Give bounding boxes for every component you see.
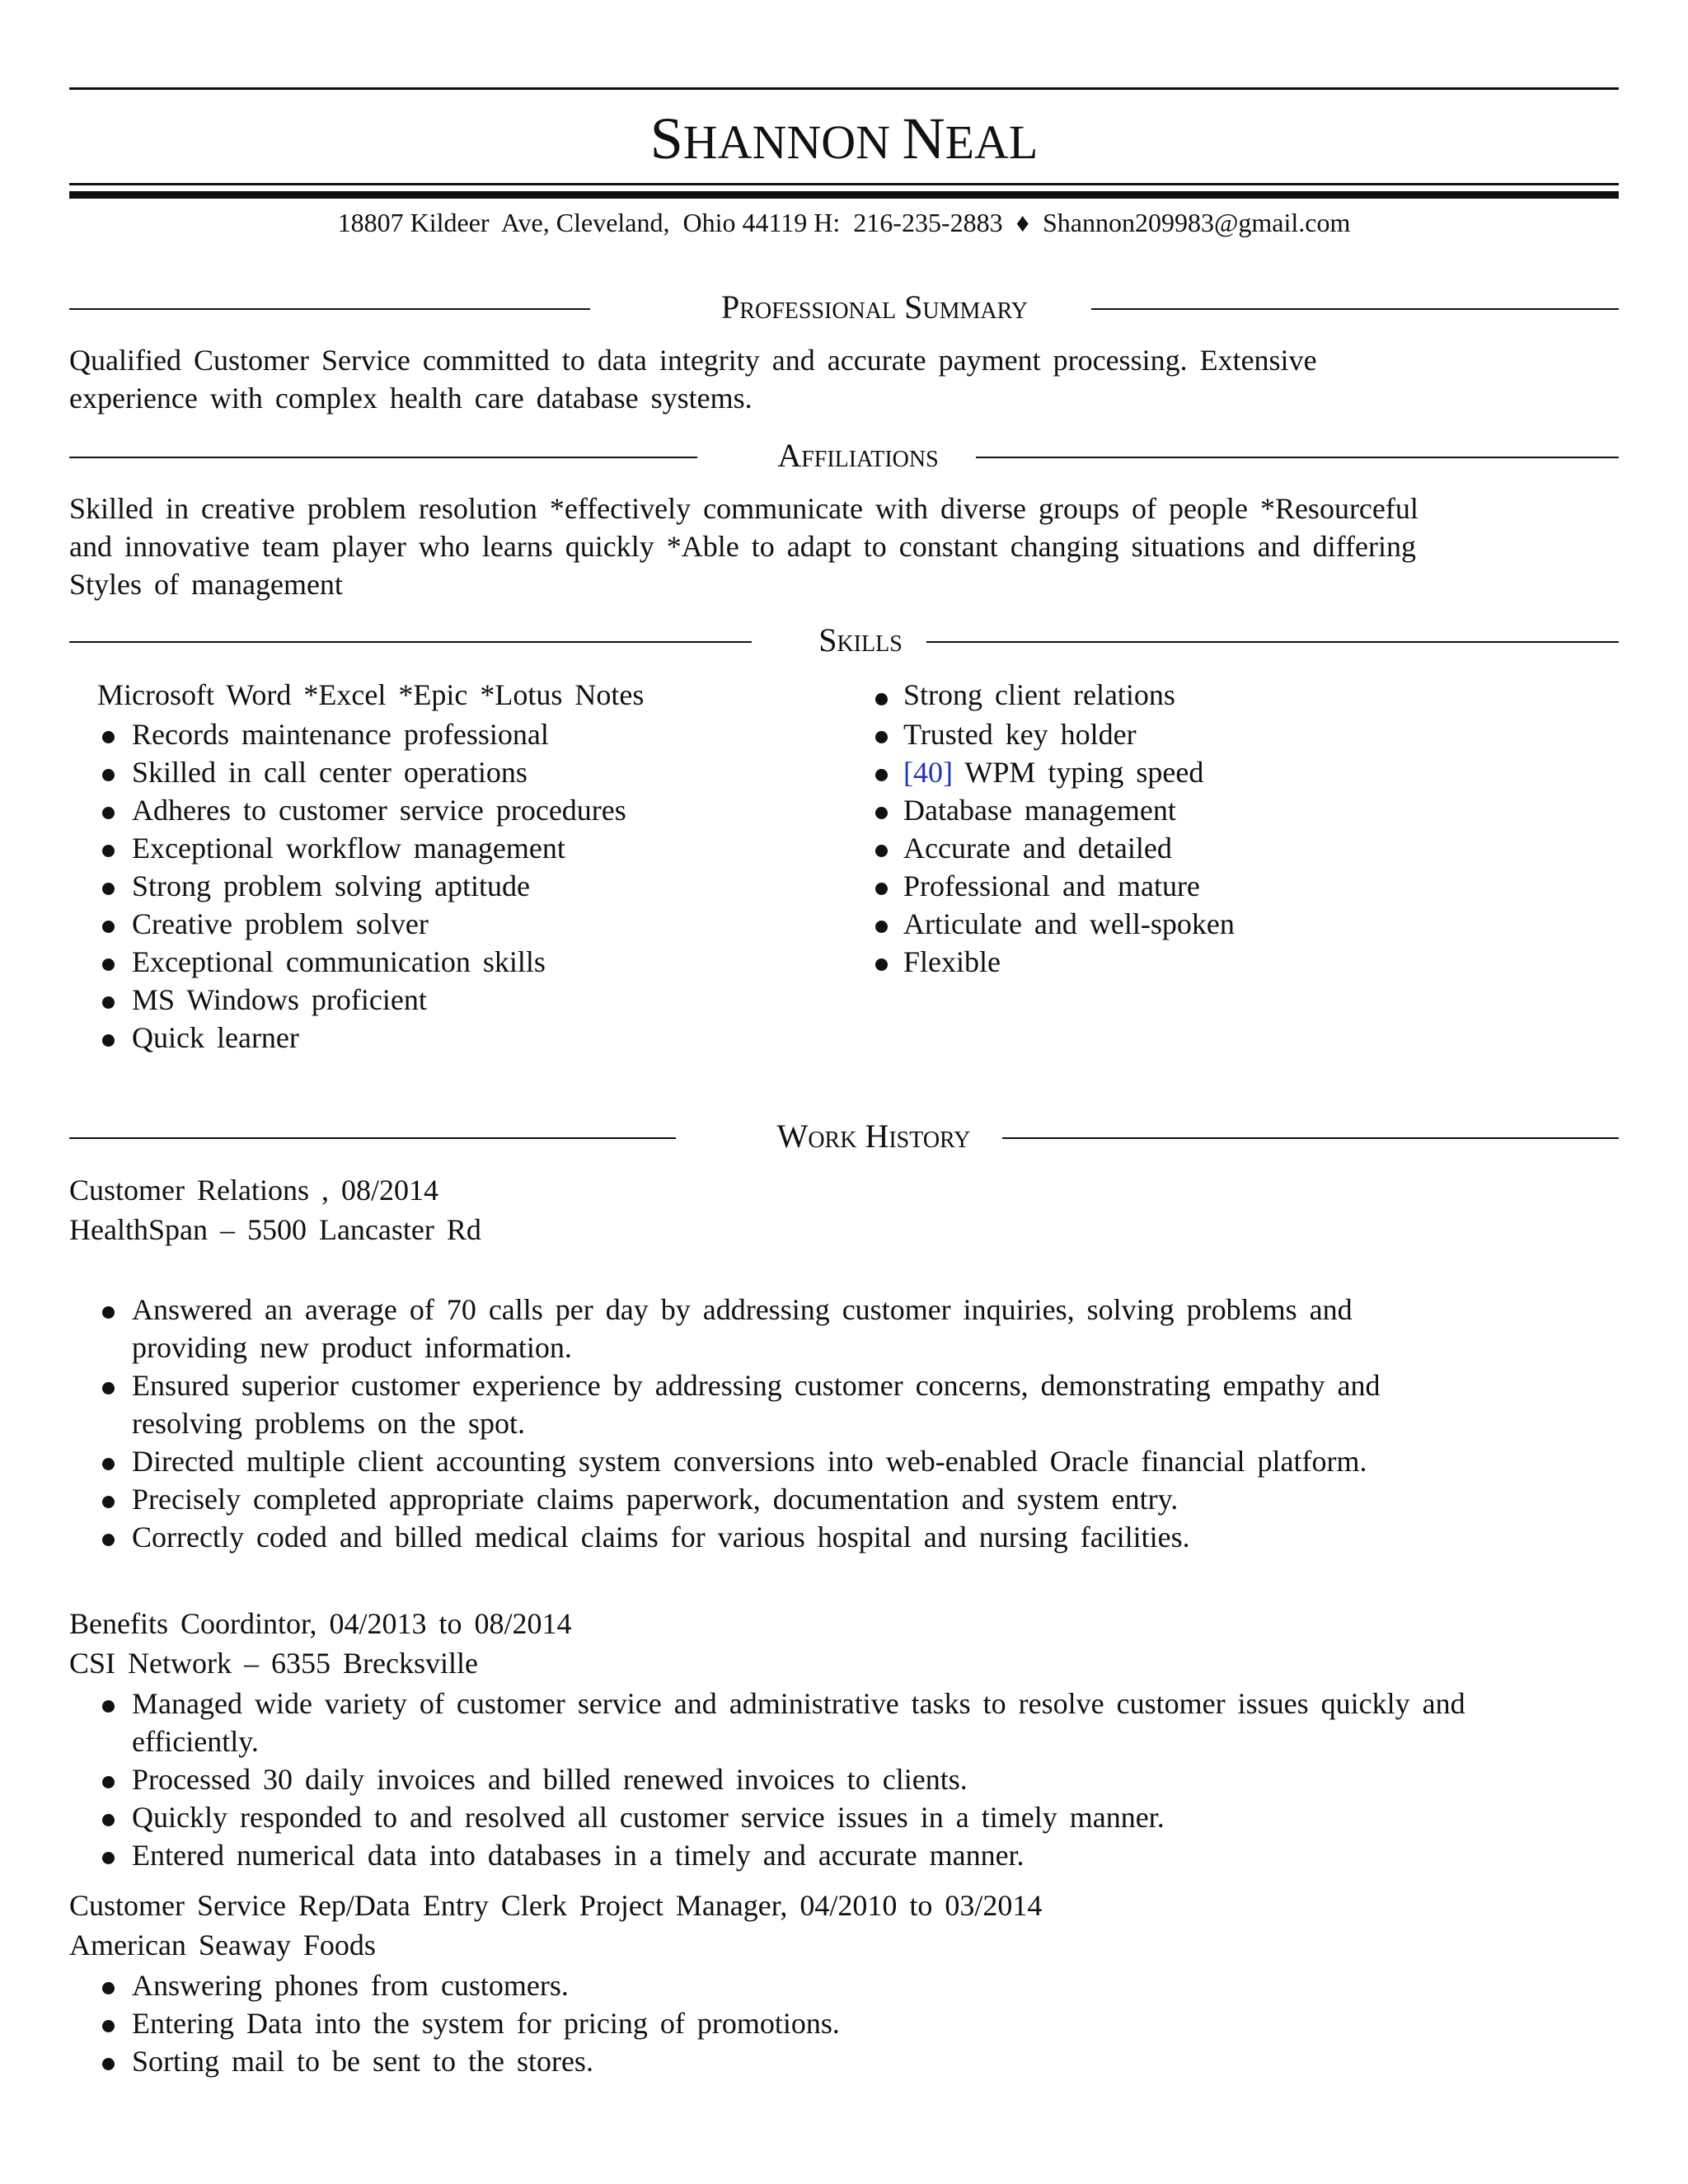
skills-software-line: Microsoft Word *Excel *Epic *Lotus Notes xyxy=(97,678,645,711)
bullet-text: Entered numerical data into databases in a timely and accurate manner. xyxy=(132,1839,1025,1872)
bullet-icon xyxy=(102,1306,115,1319)
bullet-icon xyxy=(102,2020,115,2032)
skill-item xyxy=(872,867,1614,905)
typing-speed-link[interactable]: [40] xyxy=(903,756,953,789)
bullet-text: Quickly responded to and resolved all customer service issues in a timely manner. xyxy=(132,1801,1165,1834)
skill-item xyxy=(872,791,1614,829)
section-rule-left xyxy=(69,1137,676,1139)
job-bullets xyxy=(69,1966,1619,2080)
bullet-text: Directed multiple client accounting system conversions into web-enabled Oracle financial platform. xyxy=(132,1445,1367,1478)
skill-text: Database management xyxy=(903,794,1176,827)
skill-item xyxy=(69,867,811,905)
skill-item xyxy=(872,715,1614,753)
bullet-text: efficiently. xyxy=(132,1725,259,1758)
bullet-icon xyxy=(102,1382,115,1394)
skill-text: Exceptional workflow management xyxy=(132,832,565,865)
name-initial-last: N xyxy=(902,105,945,171)
bullet-icon xyxy=(875,693,888,705)
job-bullets xyxy=(69,1291,1619,1556)
job-bullet-item xyxy=(69,1366,1619,1442)
summary-line: experience with complex health care database systems. xyxy=(69,382,753,415)
job-title: Customer Relations , 08/2014 xyxy=(69,1174,438,1207)
skill-text: Quick learner xyxy=(132,1021,299,1054)
skill-item xyxy=(872,943,1614,981)
section-rule-right xyxy=(1091,308,1619,310)
bullet-icon xyxy=(102,807,115,819)
section-professional-summary xyxy=(69,287,1619,328)
bullet-icon xyxy=(875,883,888,895)
bullet-icon xyxy=(102,1700,115,1713)
bullet-icon xyxy=(102,769,115,781)
bullet-text: Processed 30 daily invoices and billed renewed invoices to clients. xyxy=(132,1763,968,1796)
skill-text: Records maintenance professional xyxy=(132,718,549,751)
section-work-history xyxy=(69,1116,1619,1157)
job-bullet-item xyxy=(69,1798,1619,1836)
section-rule-left xyxy=(69,308,590,310)
skill-item xyxy=(69,905,811,943)
skill-text: Accurate and detailed xyxy=(903,832,1172,865)
skills-right-column xyxy=(872,674,1614,981)
bullet-text: Entering Data into the system for pricing of promotions. xyxy=(132,2007,840,2040)
skills-left-column xyxy=(69,674,811,1057)
skill-text: WPM typing speed xyxy=(964,756,1204,789)
skill-text: Articulate and well-spoken xyxy=(903,907,1235,940)
bullet-text: Precisely completed appropriate claims paperwork, documentation and system entry. xyxy=(132,1483,1179,1516)
job-title: Benefits Coordintor, 04/2013 to 08/2014 xyxy=(69,1607,572,1640)
job-bullet-item xyxy=(69,2042,1619,2080)
skill-item xyxy=(69,829,811,867)
bullet-icon xyxy=(102,1034,115,1047)
skill-text: Professional and mature xyxy=(903,869,1200,902)
skill-item xyxy=(872,905,1614,943)
skill-text: Creative problem solver xyxy=(132,907,429,940)
bullet-icon xyxy=(875,731,888,743)
section-title: Work History xyxy=(776,1118,971,1155)
job-title: Customer Service Rep/Data Entry Clerk Project Manager, 04/2010 to 03/2014 xyxy=(69,1889,1043,1922)
bullet-text: Answering phones from customers. xyxy=(132,1969,569,2002)
section-rule-left xyxy=(69,457,697,458)
name-rest-last: EAL xyxy=(945,115,1039,169)
section-skills xyxy=(69,620,1619,661)
bullet-text: Ensured superior customer experience by addressing customer concerns, demonstrating empathy and xyxy=(132,1369,1381,1402)
candidate-name xyxy=(0,105,1688,171)
skill-item xyxy=(69,791,811,829)
section-title: Professional Summary xyxy=(721,288,1028,326)
name-initial-first: S xyxy=(649,105,683,171)
name-rule-thick xyxy=(69,191,1619,199)
skill-text: Exceptional communication skills xyxy=(132,945,546,978)
skill-text: Flexible xyxy=(903,945,1001,978)
top-rule xyxy=(69,87,1619,90)
affiliations-line: and innovative team player who learns quickly *Able to adapt to constant changing situations and differing xyxy=(69,530,1416,563)
skill-item xyxy=(69,943,811,981)
affiliations-line: Styles of management xyxy=(69,568,343,601)
bullet-icon xyxy=(102,921,115,933)
summary-text xyxy=(69,341,1317,417)
job-bullet-item xyxy=(69,1966,1619,2004)
affiliations-line: Skilled in creative problem resolution *effectively communicate with diverse groups of people *Resourceful xyxy=(69,492,1418,525)
job-bullet-item xyxy=(69,1836,1619,1874)
section-rule-left xyxy=(69,641,752,643)
job-bullet-item xyxy=(69,1518,1619,1556)
skill-text: Strong problem solving aptitude xyxy=(132,869,530,902)
bullet-text: resolving problems on the spot. xyxy=(132,1407,525,1440)
bullet-icon xyxy=(102,1534,115,1546)
skill-item xyxy=(872,674,1614,715)
bullet-icon xyxy=(102,996,115,1009)
skill-text: Strong client relations xyxy=(903,678,1175,711)
bullet-icon xyxy=(102,1458,115,1470)
bullet-icon xyxy=(102,1814,115,1826)
job-company: HealthSpan – 5500 Lancaster Rd xyxy=(69,1213,481,1246)
bullet-text: Answered an average of 70 calls per day by addressing customer inquiries, solving problems and xyxy=(132,1293,1353,1326)
section-title: Affiliations xyxy=(777,437,939,474)
bullet-icon xyxy=(102,958,115,971)
bullet-icon xyxy=(875,769,888,781)
job-bullet-item xyxy=(69,1685,1619,1760)
bullet-icon xyxy=(102,883,115,895)
skill-item xyxy=(69,715,811,753)
job-bullet-item xyxy=(69,1480,1619,1518)
skill-item xyxy=(69,753,811,791)
skill-item xyxy=(69,981,811,1019)
contact-line: 18807 Kildeer Ave, Cleveland, Ohio 44119 H: 216-235-2883 ♦ Shannon209983@gmail.com xyxy=(337,208,1351,237)
bullet-text: Sorting mail to be sent to the stores. xyxy=(132,2045,593,2078)
section-rule-right xyxy=(976,457,1619,458)
bullet-text: Correctly coded and billed medical claims for various hospital and nursing facilities. xyxy=(132,1521,1190,1554)
job-bullet-item xyxy=(69,1442,1619,1480)
bullet-icon xyxy=(875,845,888,857)
skill-text: Trusted key holder xyxy=(903,718,1137,751)
job-bullet-item xyxy=(69,1291,1619,1366)
section-rule-right xyxy=(1002,1137,1619,1139)
bullet-text: providing new product information. xyxy=(132,1331,572,1364)
job-company: CSI Network – 6355 Brecksville xyxy=(69,1647,478,1680)
bullet-icon xyxy=(102,845,115,857)
job-bullet-item xyxy=(69,2004,1619,2042)
job-company: American Seaway Foods xyxy=(69,1929,376,1961)
bullet-text: Managed wide variety of customer service and administrative tasks to resolve customer issues quickly and xyxy=(132,1687,1465,1720)
bullet-icon xyxy=(875,807,888,819)
bullet-icon xyxy=(102,1852,115,1864)
skill-item xyxy=(872,829,1614,867)
bullet-icon xyxy=(102,1496,115,1508)
bullet-icon xyxy=(102,1776,115,1788)
bullet-icon xyxy=(102,1982,115,1994)
skill-text: Skilled in call center operations xyxy=(132,756,528,789)
section-rule-right xyxy=(926,641,1619,643)
skill-text: MS Windows proficient xyxy=(132,983,427,1016)
bullet-icon xyxy=(875,921,888,933)
bullet-icon xyxy=(875,958,888,971)
bullet-icon xyxy=(102,731,115,743)
summary-line: Qualified Customer Service committed to data integrity and accurate payment processing. Extensive xyxy=(69,344,1317,377)
name-rule-thin xyxy=(69,183,1619,185)
skill-item xyxy=(69,1019,811,1057)
bullet-icon xyxy=(102,2058,115,2070)
section-affiliations xyxy=(69,435,1619,476)
affiliations-text xyxy=(69,490,1418,603)
job-bullet-item xyxy=(69,1760,1619,1798)
name-rest-first: HANNON xyxy=(682,115,891,169)
section-title: Skills xyxy=(818,621,903,658)
skill-item xyxy=(872,753,1614,791)
skill-text: Adheres to customer service procedures xyxy=(132,794,626,827)
job-bullets xyxy=(69,1685,1619,1874)
